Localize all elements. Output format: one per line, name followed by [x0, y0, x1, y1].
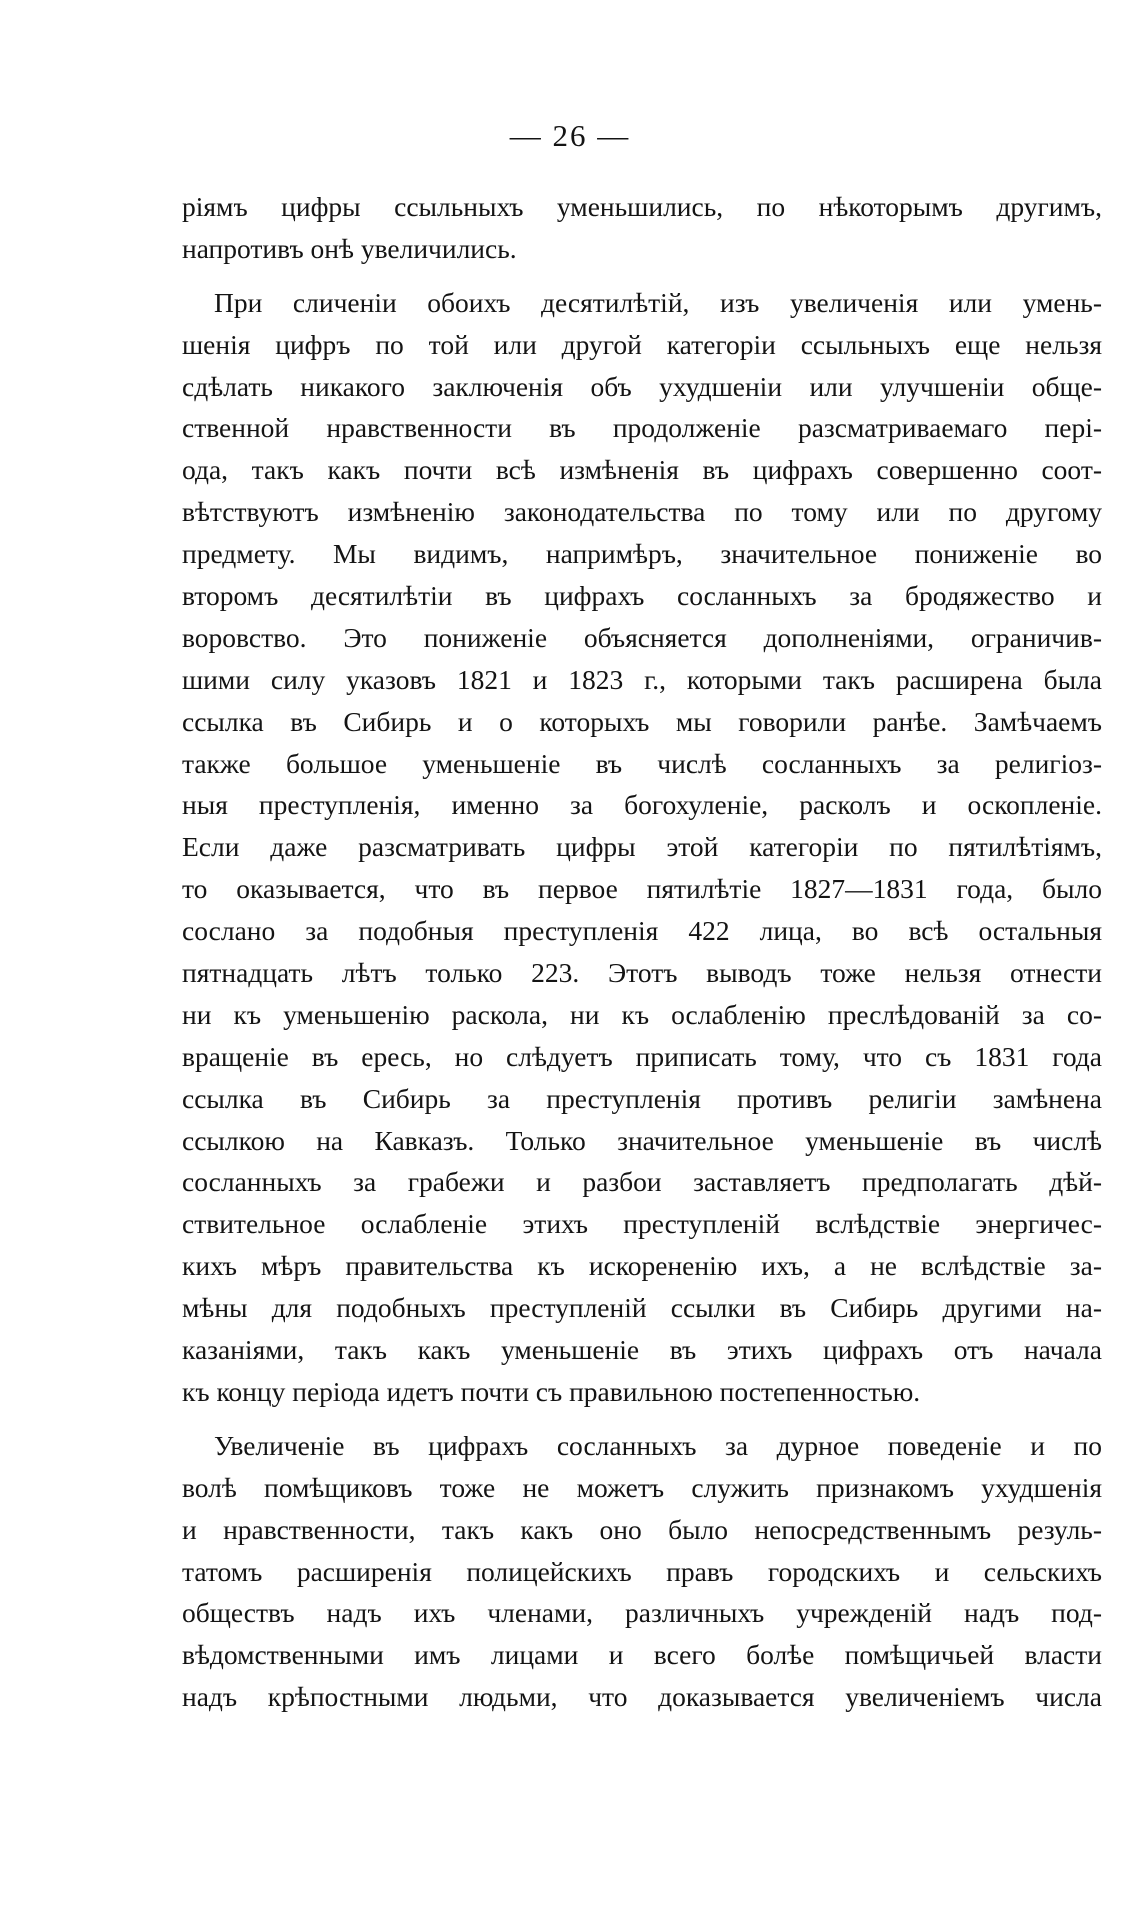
text-line: шенія цифръ по той или другой категоріи ссыльныхъ еще нельзя — [182, 328, 1102, 360]
text-line: ныя преступленія, именно за богохуленіе, расколъ и оскопленіе. — [182, 789, 1102, 821]
text-line: Если даже разсматривать цифры этой категоріи по пятилѣтіямъ, — [182, 831, 1102, 863]
text-line: ссылка въ Сибирь за преступленія противъ религіи замѣнена — [182, 1082, 1102, 1114]
text-line: мѣны для подобныхъ преступленій ссылки въ Сибирь другими на- — [182, 1292, 1102, 1324]
text-line: кихъ мѣръ правительства къ искорененію ихъ, а не вслѣдствіе за- — [182, 1250, 1102, 1282]
text-line: вращеніе въ ересь, но слѣдуетъ приписать тому, что съ 1831 года — [182, 1040, 1102, 1072]
text-line: вѣдомственными имъ лицами и всего болѣе помѣщичьей власти — [182, 1639, 1102, 1671]
page-body — [182, 186, 1102, 1718]
text-line: предмету. Мы видимъ, напримѣръ, значительное пониженіе во — [182, 538, 1102, 570]
text-line: обществъ надъ ихъ членами, различныхъ учрежденій надъ под- — [182, 1597, 1102, 1629]
text-line: ода, такъ какъ почти всѣ измѣненія въ цифрахъ совершенно соот- — [182, 454, 1102, 486]
text-line: то оказывается, что въ первое пятилѣтіе 1827—1831 года, было — [182, 873, 1102, 905]
text-line: ни къ уменьшенію раскола, ни къ ослабленію преслѣдованій за со- — [182, 998, 1102, 1030]
text-line: Увеличеніе въ цифрахъ сосланныхъ за дурное поведеніе и по — [214, 1429, 1102, 1461]
text-line: воровство. Это пониженіе объясняется дополненіями, ограничив- — [182, 621, 1102, 653]
text-line: также большое уменьшеніе въ числѣ сосланныхъ за религіоз- — [182, 747, 1102, 779]
text-line: ственной нравственности въ продолженіе разсматриваемаго пері- — [182, 412, 1102, 444]
text-line: ствительное ослабленіе этихъ преступленій вслѣдствіе энергичес- — [182, 1208, 1102, 1240]
text-line: ссылка въ Сибирь и о которыхъ мы говорили ранѣе. Замѣчаемъ — [182, 705, 1102, 737]
text-line: волѣ помѣщиковъ тоже не можетъ служить признакомъ ухудшенія — [182, 1471, 1102, 1503]
text-line: второмъ десятилѣтіи въ цифрахъ сосланныхъ за бродяжество и — [182, 580, 1102, 612]
text-line: надъ крѣпостными людьми, что доказывается увеличеніемъ числа — [182, 1681, 1102, 1713]
text-line: напротивъ онѣ увеличились. — [182, 232, 517, 264]
text-line: При сличеніи обоихъ десятилѣтій, изъ увеличенія или умень- — [214, 286, 1102, 318]
text-line: сослано за подобныя преступленія 422 лица, во всѣ остальныя — [182, 915, 1102, 947]
text-line: казаніями, такъ какъ уменьшеніе въ этихъ цифрахъ отъ начала — [182, 1334, 1102, 1366]
text-line: сдѣлать никакого заключенія объ ухудшеніи или улучшеніи обще- — [182, 370, 1102, 402]
text-line: ріямъ цифры ссыльныхъ уменьшились, по нѣкоторымъ другимъ, — [182, 191, 1102, 222]
text-line: татомъ расширенія полицейскихъ правъ городскихъ и сельскихъ — [182, 1555, 1102, 1587]
text-line: ссылкою на Кавказъ. Только значительное уменьшеніе въ числѣ — [182, 1124, 1102, 1156]
text-line: и нравственности, такъ какъ оно было непосредственнымъ резуль- — [182, 1513, 1102, 1545]
text-line: сосланныхъ за грабежи и разбои заставляетъ предполагать дѣй- — [182, 1166, 1102, 1198]
text-line: къ концу періода идетъ почти съ правильною постепенностью. — [182, 1375, 921, 1407]
page-number: — 26 — — [509, 118, 631, 153]
paragraph-gap — [182, 1413, 1102, 1425]
text-line: шими силу указовъ 1821 и 1823 г., которыми такъ расширена была — [182, 663, 1102, 695]
text-line: вѣтствуютъ измѣненію законодательства по тому или по другому — [182, 496, 1102, 528]
paragraph-gap — [182, 270, 1102, 282]
text-line: пятнадцать лѣтъ только 223. Этотъ выводъ тоже нельзя отнести — [182, 957, 1102, 989]
